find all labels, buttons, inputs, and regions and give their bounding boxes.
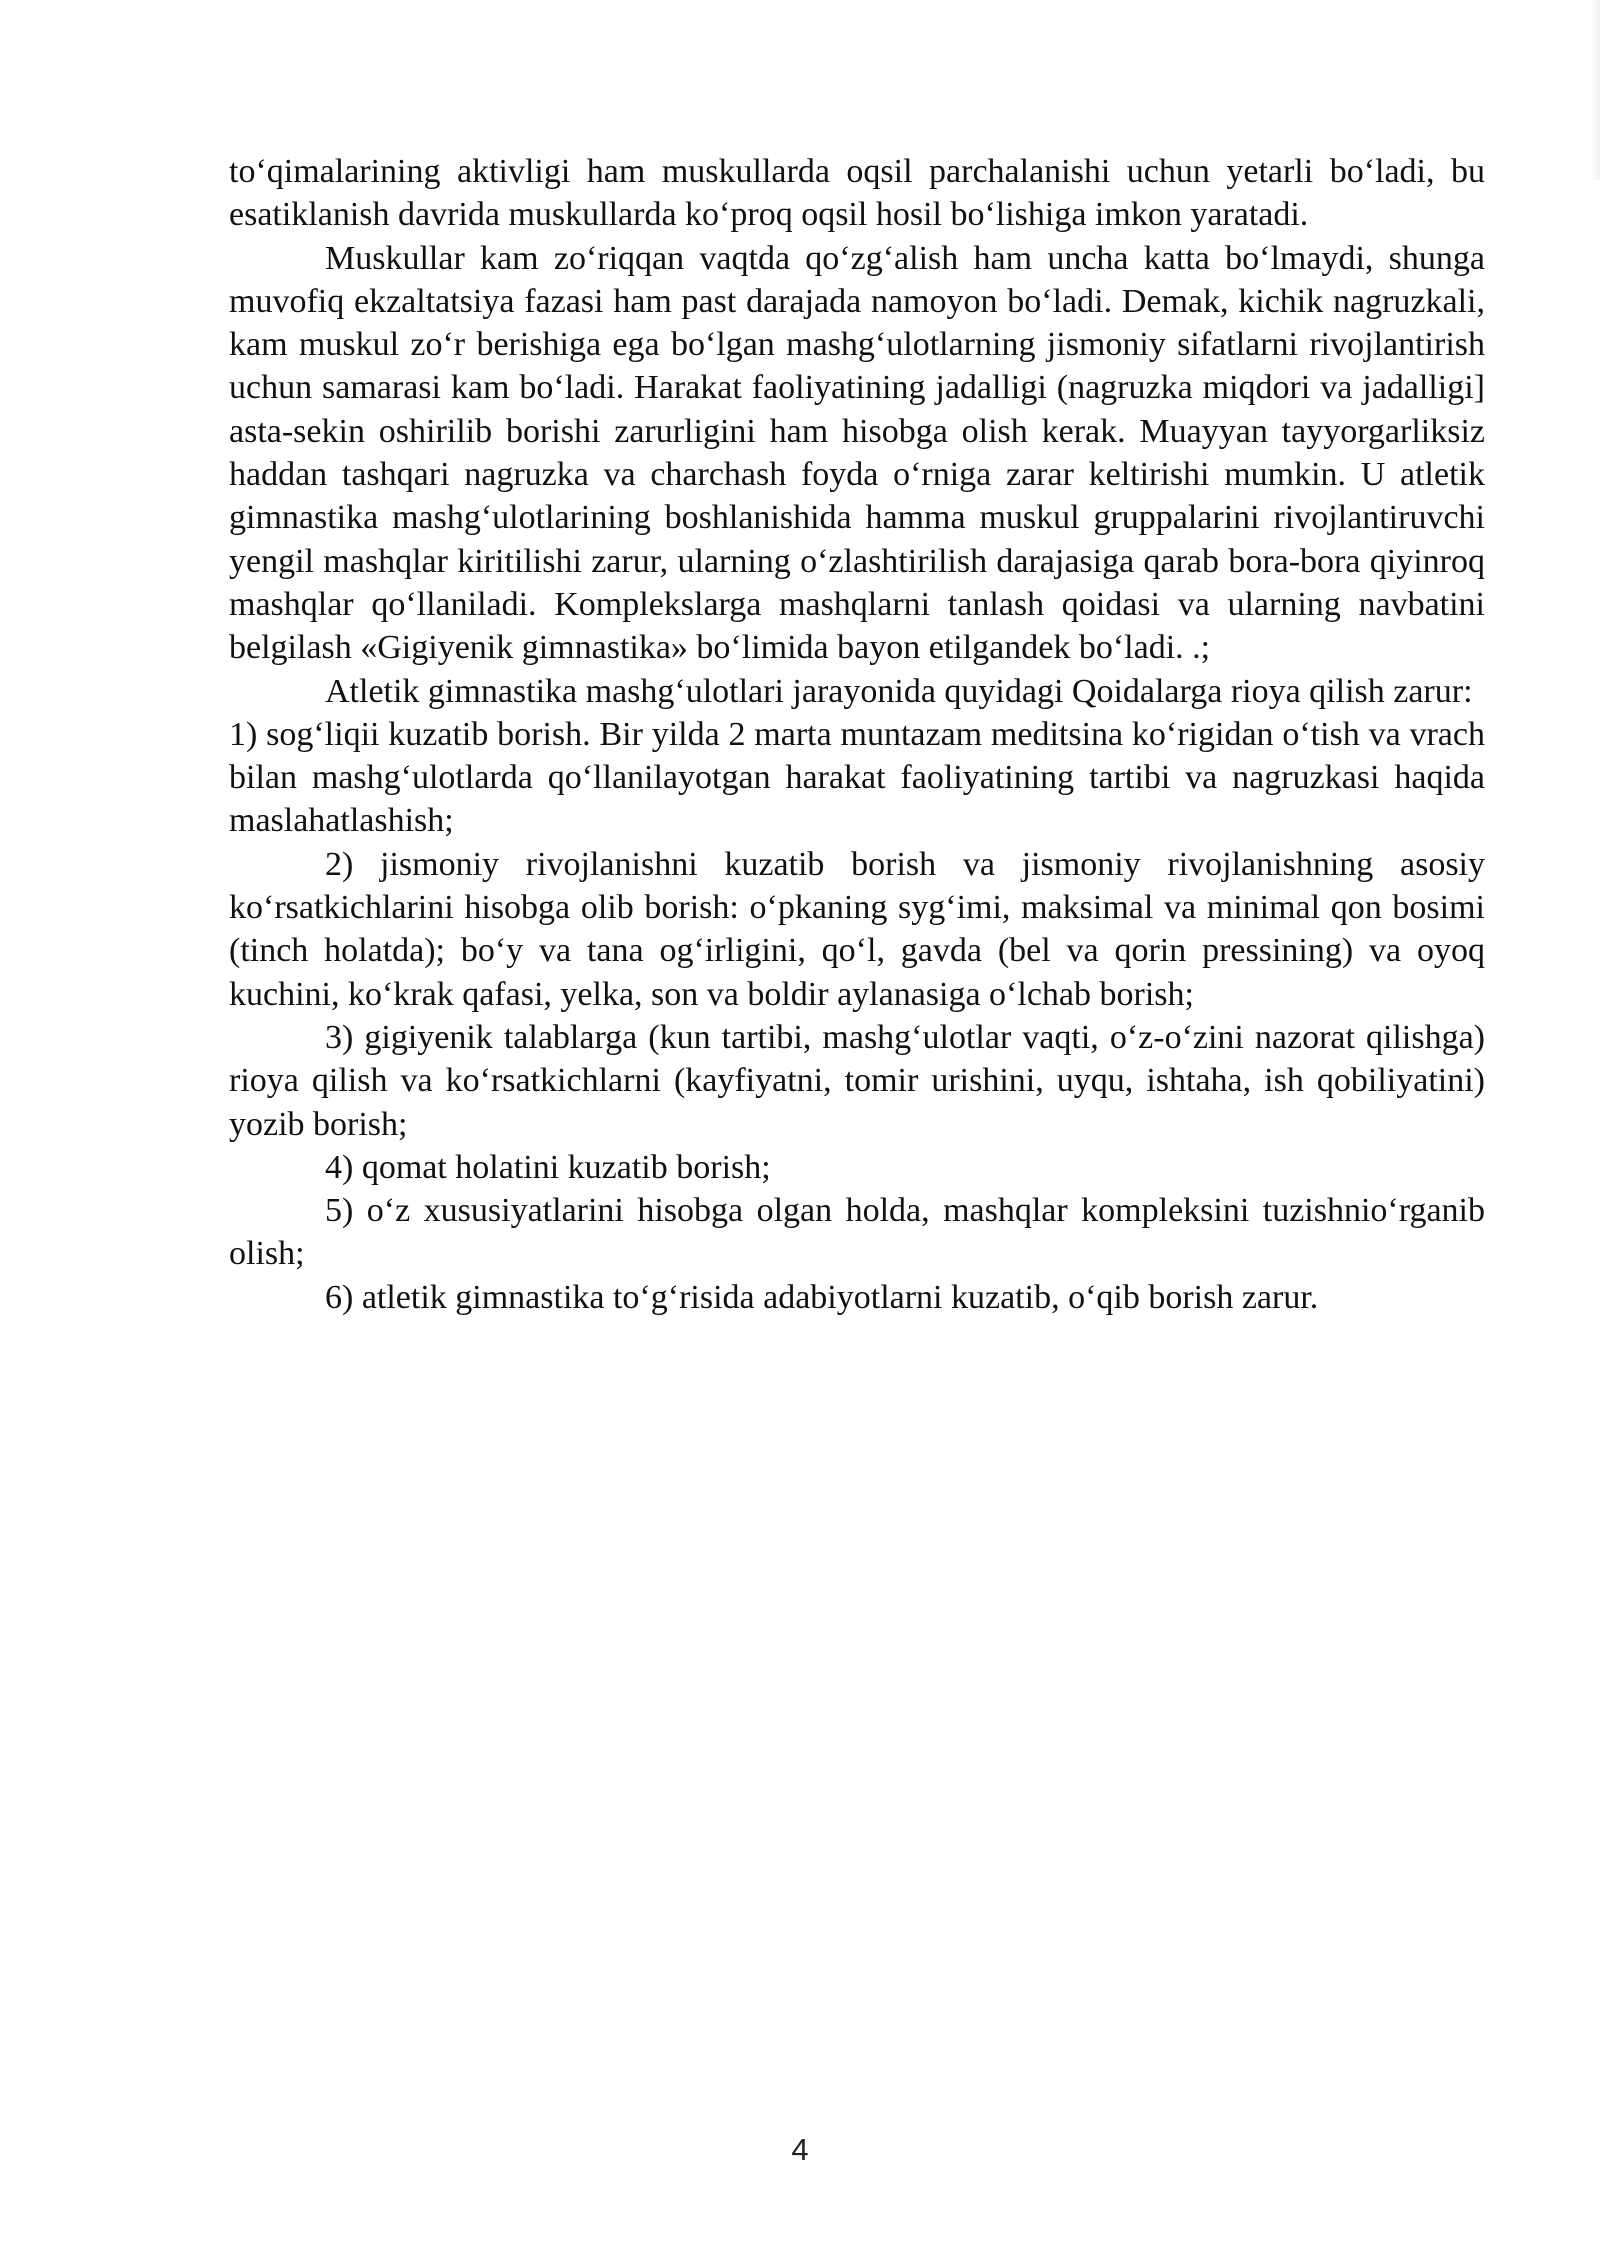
body-text [229, 150, 1485, 1319]
page-edge-shadow [1590, 0, 1600, 180]
page-number: 4 [791, 2132, 809, 2167]
list-item-4: 4) qomat holatini kuzatib borish; [325, 1148, 771, 1186]
list-item-6: 6) atletik gimnastika to‘g‘risida adabiyotlarni kuzatib, o‘qib borish zarur. [325, 1278, 1319, 1316]
paragraph-rules-intro: Atletik gimnastika mashg‘ulotlari jarayonida quyidagi Qoidalarga rioya qilish zarur: [325, 672, 1473, 710]
list-item-3: 3) gigiyenik talablarga (kun tartibi, mashg‘ulotlar vaqti, o‘z-o‘zini nazorat qilishga) rioya qilish va ko‘rsatkichlarni (kayfiyatni, tomir urishini, uyqu, ishtaha, ish qobiliyatini) yozib borish; [229, 1018, 1485, 1143]
paragraph-muscle-load: Muskullar kam zo‘riqqan vaqtda qo‘zg‘alish ham uncha katta bo‘lmaydi, shunga muvofiq ekzaltatsiya fazasi ham past darajada namoyon bo‘ladi. Demak, kichik nagruzkali, kam muskul zo‘r berishiga ega bo‘lgan mashg‘ulotlarning jismoniy sifatlarni rivojlantirish uchun samarasi kam bo‘ladi. Harakat faoliyatining jadalligi (nagruzka miqdori va jadalligi] asta-sekin oshirilib borishi zarurligini ham hisobga olish kerak. Muayyan tayyorgarliksiz haddan tashqari nagruzka va charchash foyda o‘rniga zarar keltirishi mumkin. U atletik gimnastika mashg‘ulotlarining boshlanishida hamma muskul gruppalarini rivojlantiruvchi yengil mashqlar kiritilishi zarur, ularning o‘zlashtirilish darajasiga qarab bora-bora qiyinroq mashqlar qo‘llaniladi. Komplekslarga mashqlarni tanlash qoidasi va ularning navbatini belgilash «Gigiyenik gimnastika» bo‘limida bayon etilgandek bo‘ladi. .; [229, 239, 1485, 667]
list-item-1: 1) sog‘liqii kuzatib borish. Bir yilda 2 marta muntazam meditsina ko‘rigidan o‘tish va vrach bilan mashg‘ulotlarda qo‘llanilayotgan harakat faoliyatining tartibi va nagruzkasi haqida maslahatlashish; [229, 715, 1485, 840]
list-item-2: 2) jismoniy rivojlanishni kuzatib borish va jismoniy rivojlanishning asosiy ko‘rsatkichlarini hisobga olib borish: o‘pkaning syg‘imi, maksimal va minimal qon bosimi (tinch holatda); bo‘y va tana og‘irligini, qo‘l, gavda (bel va qorin pressining) va oyoq kuchini, ko‘krak qafasi, yelka, son va boldir aylanasiga o‘lchab borish; [229, 845, 1485, 1013]
paragraph-continuation: to‘qimalarining aktivligi ham muskullarda oqsil parchalanishi uchun yetarli bo‘ladi, bu esatiklanish davrida muskullarda ko‘proq oqsil hosil bo‘lishiga imkon yaratadi. [229, 153, 1485, 234]
list-item-5: 5) o‘z xususiyatlarini hisobga olgan holda, mashqlar kompleksini tuzishnio‘rganib olish; [229, 1192, 1485, 1273]
